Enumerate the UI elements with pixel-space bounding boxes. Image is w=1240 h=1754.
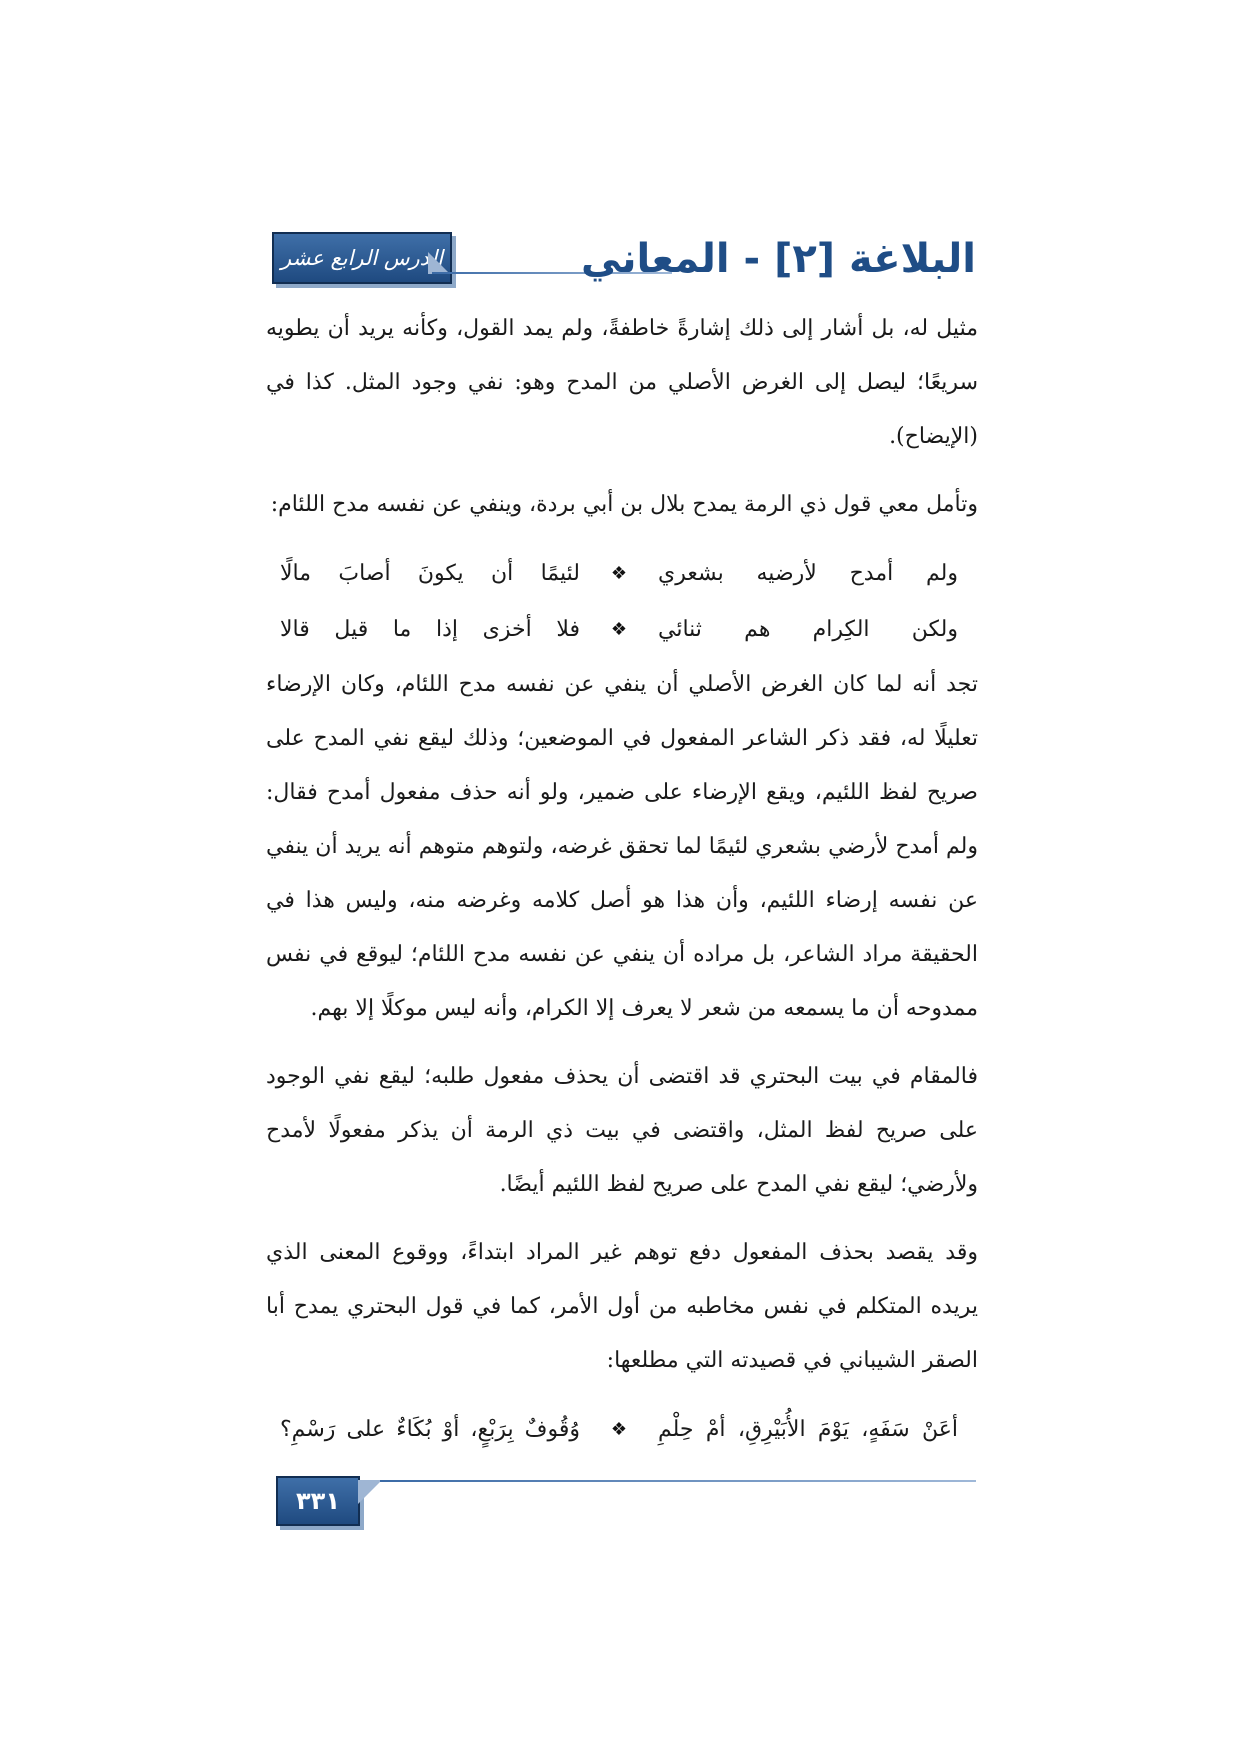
paragraph-1: مثيل له، بل أشار إلى ذلك إشارةً خاطفةً، ولم يمد القول، وكأنه يريد أن يطويه سريعًا؛ ليصل إلى الغرض الأصلي من المدح وهو: نفي وجود المثل. كذا في (الإيضاح).	[266, 316, 978, 449]
page-footer	[276, 1476, 976, 1530]
verse-3-second-hemistich: وُقُوفٌ بِرَبْعٍ، أوْ بُكَاءٌ على رَسْمِ؟	[280, 1417, 580, 1442]
paragraph-4: فالمقام في بيت البحتري قد اقتضى أن يحذف مفعول طلبه؛ ليقع نفي الوجود على صريح لفظ المثل، واقتضى في بيت ذي الرمة أن يذكر مفعولًا لأمدح ولأرضي؛ ليقع نفي المدح على صريح لفظ اللئيم أيضًا.	[266, 1064, 978, 1197]
paragraph-2: وتأمل معي قول ذي الرمة يمدح بلال بن أبي بردة، وينفي عن نفسه مدح اللئام:	[270, 492, 978, 517]
page-number: ٣٣١	[296, 1487, 340, 1515]
poem-block-2	[266, 1402, 978, 1458]
footer-rule	[380, 1480, 976, 1482]
verse-1-first-hemistich: ولم أمدح لأرضيه بشعري	[658, 561, 958, 586]
header-decoration	[428, 252, 450, 274]
poem-block-1	[266, 546, 978, 658]
verse-3-first-hemistich: أعَنْ سَفَهٍ، يَوْمَ الأُبَيْرِقِ، أمْ حِلْمِ	[658, 1417, 958, 1442]
footer-decoration	[358, 1480, 382, 1504]
verse-line-2	[266, 602, 978, 658]
lesson-label: الدرس الرابع عشر	[281, 246, 443, 270]
page-header	[272, 232, 976, 298]
verse-1-second-hemistich: لئيمًا أن يكونَ أصابَ مالًا	[280, 561, 580, 586]
verse-line-1	[266, 546, 978, 602]
page-content	[266, 302, 978, 1458]
lesson-badge	[272, 232, 452, 284]
verse-2-second-hemistich: فلا أخزى إذا ما قيل قالا	[280, 617, 580, 642]
verse-separator-icon: ❖	[610, 563, 628, 584]
verse-separator-icon: ❖	[610, 1419, 628, 1440]
page-number-badge	[276, 1476, 360, 1526]
paragraph-3: تجد أنه لما كان الغرض الأصلي أن ينفي عن نفسه مدح اللئام، وكان الإرضاء تعليلًا له، فقد ذكر الشاعر المفعول في الموضعين؛ وذلك ليقع نفي المدح على صريح لفظ اللئيم، ويقع الإرضاء على ضمير، ولو أنه حذف مفعول أمدح فقال: ولم أمدح لأرضي بشعري لئيمًا لما تحقق غرضه، ولتوهم متوهم أنه يريد أن ينفي عن نفسه إرضاء اللئيم، وأن هذا هو أصل كلامه وغرضه منه، وليس هذا في الحقيقة مراد الشاعر، بل مراده أن ينفي عن نفسه مدح اللئام؛ ليوقع في نفس ممدوحه أن ما يسمعه من شعر لا يعرف إلا الكرام، وأنه ليس موكلًا إلا بهم.	[266, 672, 978, 1021]
book-title: البلاغة [٢] - المعاني	[580, 236, 976, 282]
verse-line-3	[266, 1402, 978, 1458]
verse-separator-icon: ❖	[610, 619, 628, 640]
paragraph-5: وقد يقصد بحذف المفعول دفع توهم غير المراد ابتداءً، ووقوع المعنى الذي يريده المتكلم في نفس مخاطبه من أول الأمر، كما في قول البحتري يمدح أبا الصقر الشيباني في قصيدته التي مطلعها:	[266, 1240, 978, 1373]
verse-2-first-hemistich: ولكن الكِرام هم ثنائي	[658, 617, 958, 642]
